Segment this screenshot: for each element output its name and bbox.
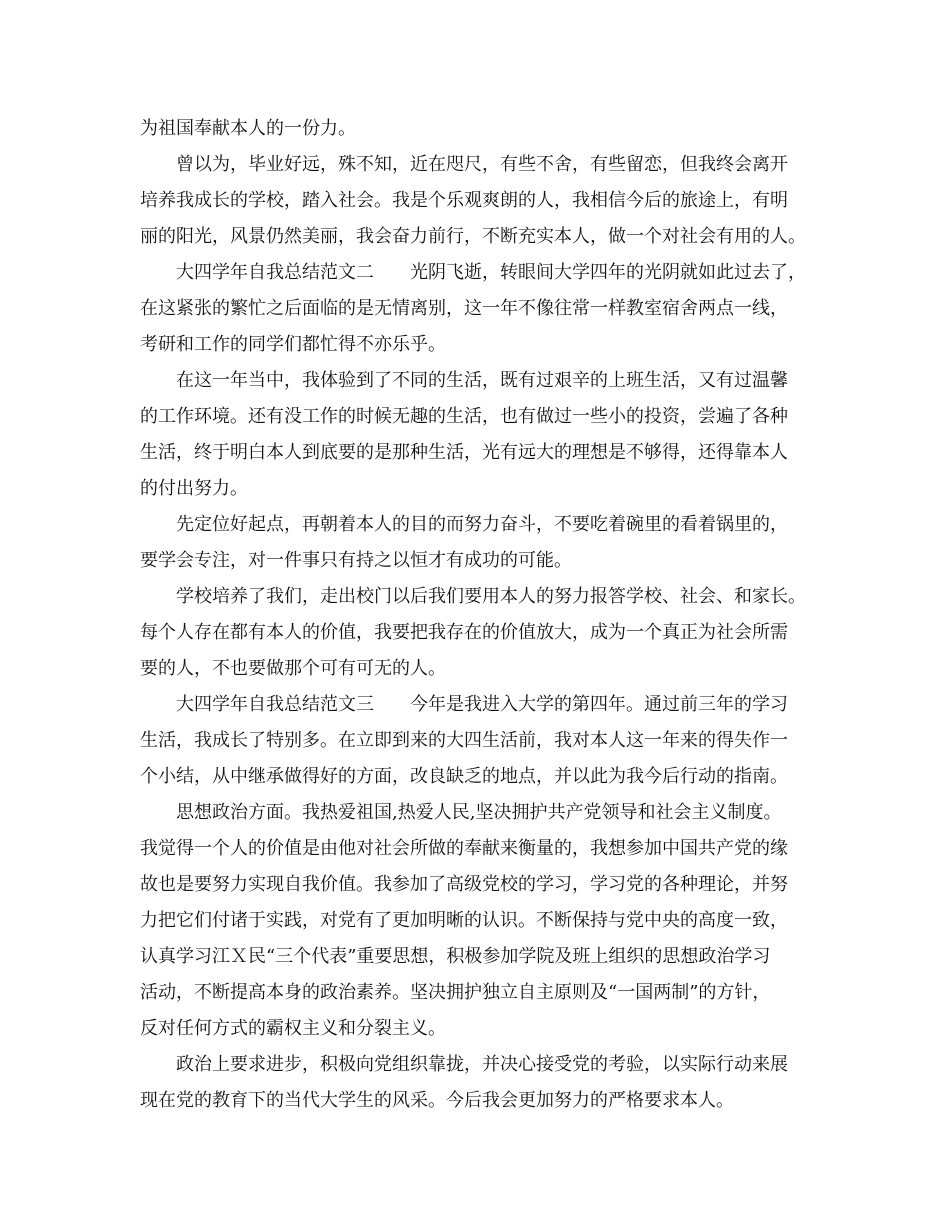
- text-line: 现在党的教育下的当代大学生的风采。今后我会更加努力的严格要求本人。: [140, 1090, 734, 1111]
- text-line: 在这紧张的繁忙之后面临的是无情离别，这一年不像往常一样教室宿舍两点一线，: [140, 298, 788, 319]
- text-line: 我觉得一个人的价值是由他对社会所做的奉献来衡量的，我想参加中国共产党的缘: [140, 838, 788, 859]
- text-line: 培养我成长的学校，踏入社会。我是个乐观爽朗的人，我相信今后的旅途上，有明: [140, 190, 788, 211]
- paragraph-start-line: 先定位好起点，再朝着本人的目的而努力奋斗，不要吃着碗里的看着锅里的，: [176, 514, 788, 535]
- paragraph-start-line: 曾以为，毕业好远，殊不知，近在咫尺，有些不舍，有些留恋，但我终会离开: [176, 154, 788, 175]
- text-line: 生活，终于明白本人到底要的是那种生活，光有远大的理想是不够得，还得靠本人: [140, 442, 788, 463]
- paragraph-start-line: 学校培养了我们，走出校门以后我们要用本人的努力报答学校、社会、和家长。: [176, 586, 806, 607]
- document-body: [140, 111, 820, 1119]
- text-line: 认真学习江Ｘ民“三个代表”重要思想，积极参加学院及班上组织的思想政治学习: [140, 946, 771, 967]
- text-line: 的工作环境。还有没工作的时候无趣的生活，也有做过一些小的投资，尝遍了各种: [140, 406, 788, 427]
- text-line: 力把它们付诸于实践，对党有了更加明晰的认识。不断保持与党中央的高度一致，: [140, 910, 788, 931]
- text-line: 考研和工作的同学们都忙得不亦乐乎。: [140, 334, 446, 355]
- paragraph-start-line: 在这一年当中，我体验到了不同的生活，既有过艰辛的上班生活，又有过温馨: [176, 370, 788, 391]
- text-line: 活动，不断提高本身的政治素养。坚决拥护独立自主原则及“一国两制”的方针，: [140, 982, 771, 1003]
- text-line: 故也是要努力实现自我价值。我参加了高级党校的学习，学习党的各种理论，并努: [140, 874, 788, 895]
- paragraph-start-line: 政治上要求进步，积极向党组织靠拢，并决心接受党的考验，以实际行动来展: [176, 1054, 788, 1075]
- text-line: 的付出努力。: [140, 478, 248, 499]
- text-line: 要的人，不也要做那个可有可无的人。: [140, 658, 446, 679]
- text-line: 个小结，从中继承做得好的方面，改良缺乏的地点，并以此为我今后行动的指南。: [140, 766, 788, 787]
- text-line: 每个人存在都有本人的价值，我要把我存在的价值放大，成为一个真正为社会所需: [140, 622, 788, 643]
- text-line: 反对任何方式的霸权主义和分裂主义。: [140, 1018, 446, 1039]
- section-heading-line: 大四学年自我总结范文二 光阴飞逝，转眼间大学四年的光阴就如此过去了，: [176, 262, 806, 283]
- text-line: 要学会专注，对一件事只有持之以恒才有成功的可能。: [140, 550, 572, 571]
- paragraph-start-line: 思想政治方面。我热爱祖国,热爱人民,坚决拥护共产党领导和社会主义制度。: [176, 802, 782, 823]
- text-line: 丽的阳光，风景仍然美丽，我会奋力前行，不断充实本人，做一个对社会有用的人。: [140, 226, 806, 247]
- text-line: 生活，我成长了特别多。在立即到来的大四生活前，我对本人这一年来的得失作一: [140, 730, 788, 751]
- section-heading-line: 大四学年自我总结范文三 今年是我进入大学的第四年。通过前三年的学习: [176, 694, 788, 715]
- text-line: 为祖国奉献本人的一份力。: [140, 118, 356, 139]
